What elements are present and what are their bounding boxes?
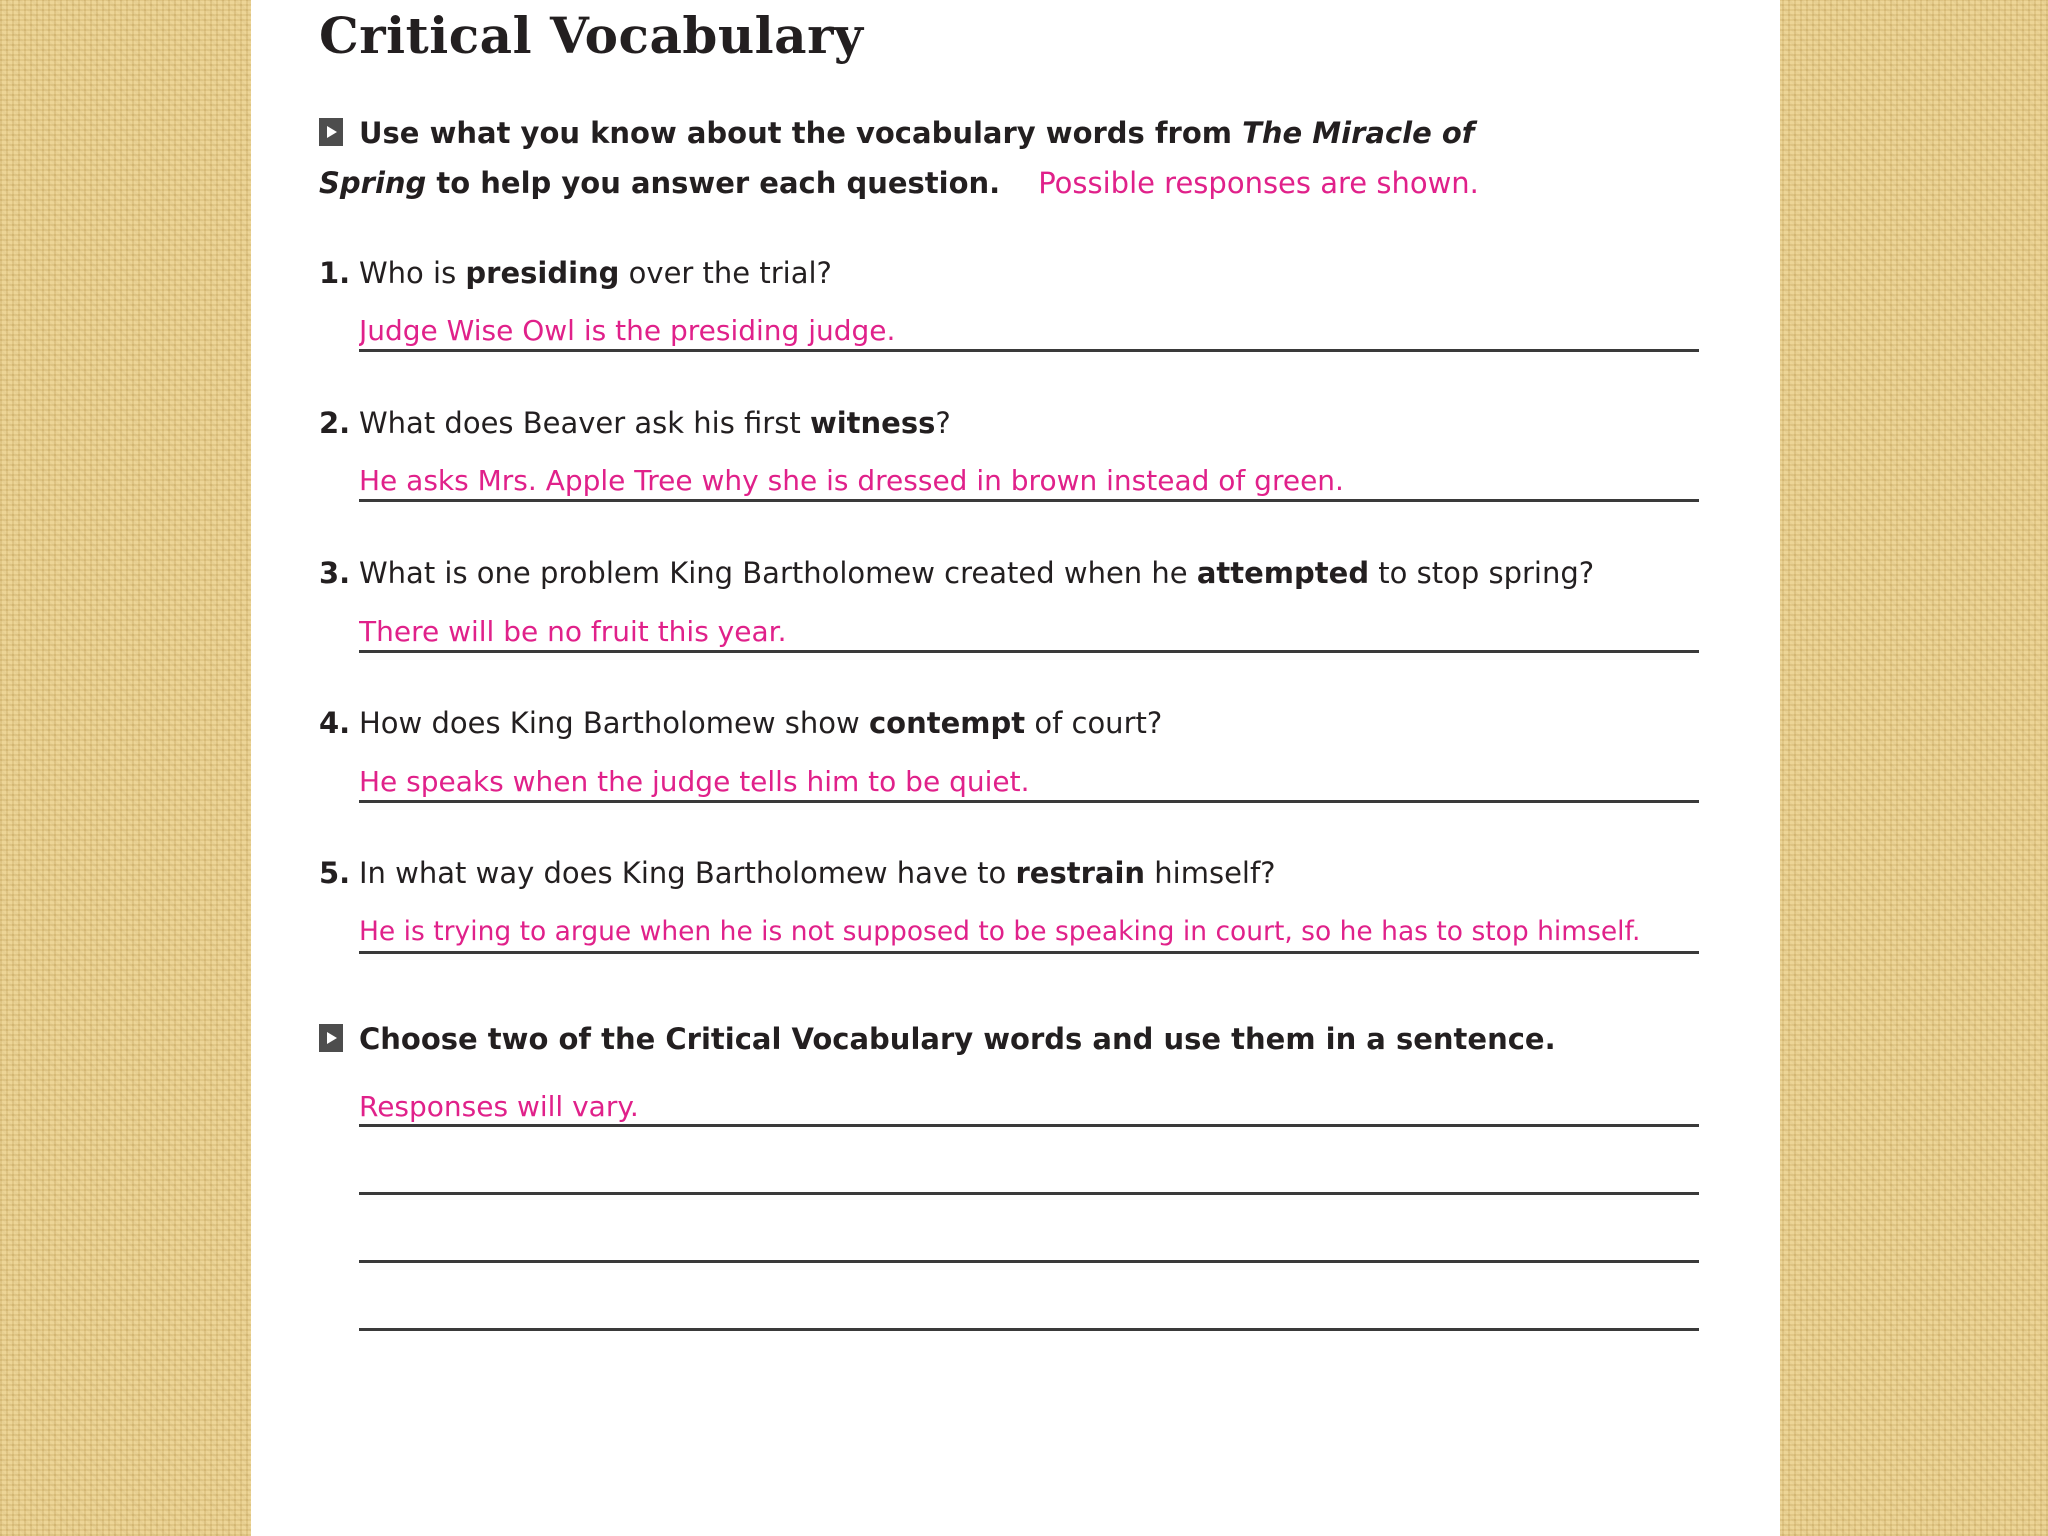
answer-line (359, 1124, 1699, 1127)
answer-line (359, 349, 1699, 352)
book-title: The Miracle of Spring (319, 116, 1475, 200)
answer-3: There will be no fruit this year. (359, 615, 787, 648)
page-title: Critical Vocabulary (319, 6, 864, 65)
answer-line (359, 951, 1699, 954)
sentence-answer: Responses will vary. (359, 1090, 639, 1123)
instructions (319, 108, 1579, 208)
question-number: 3. (319, 556, 351, 590)
vocabulary-word: attempted (1196, 556, 1370, 590)
answer-1: Judge Wise Owl is the presiding judge. (359, 314, 896, 347)
answer-line (359, 1260, 1699, 1263)
answer-line (359, 499, 1699, 502)
worksheet-page (251, 0, 1780, 1536)
question-5: 5. In what way does King Bartholomew have to restrain himself? (319, 856, 1276, 890)
question-number: 2. (319, 406, 351, 440)
question-number: 4. (319, 706, 351, 740)
question-number: 1. (319, 256, 351, 290)
question-4: 4. How does King Bartholomew show contempt of court? (319, 706, 1163, 740)
answer-line (359, 1328, 1699, 1331)
instructions-part1: Use what you know about the vocabulary words from (359, 116, 1243, 150)
vocabulary-word: presiding (465, 256, 620, 290)
answer-4: He speaks when the judge tells him to be quiet. (359, 765, 1030, 798)
instructions-part2: to help you answer each question. (426, 166, 1001, 200)
responses-note: Possible responses are shown. (1038, 166, 1479, 200)
question-2: 2. What does Beaver ask his first witness? (319, 406, 951, 440)
answer-line (359, 800, 1699, 803)
answer-2: He asks Mrs. Apple Tree why she is dressed in brown instead of green. (359, 464, 1344, 497)
question-number: 5. (319, 856, 351, 890)
answer-line (359, 650, 1699, 653)
vocabulary-word: restrain (1015, 856, 1146, 890)
question-1: 1. Who is presiding over the trial? (319, 256, 832, 290)
sentence-task-prompt: Choose two of the Critical Vocabulary words and use them in a sentence. (359, 1022, 1556, 1056)
answer-line (359, 1192, 1699, 1195)
answer-5: He is trying to argue when he is not supposed to be speaking in court, so he has to stop himself. (359, 916, 1641, 947)
vocabulary-word: witness (809, 406, 936, 440)
vocabulary-word: contempt (868, 706, 1026, 740)
question-3: 3. What is one problem King Bartholomew created when he attempted to stop spring? (319, 556, 1595, 590)
